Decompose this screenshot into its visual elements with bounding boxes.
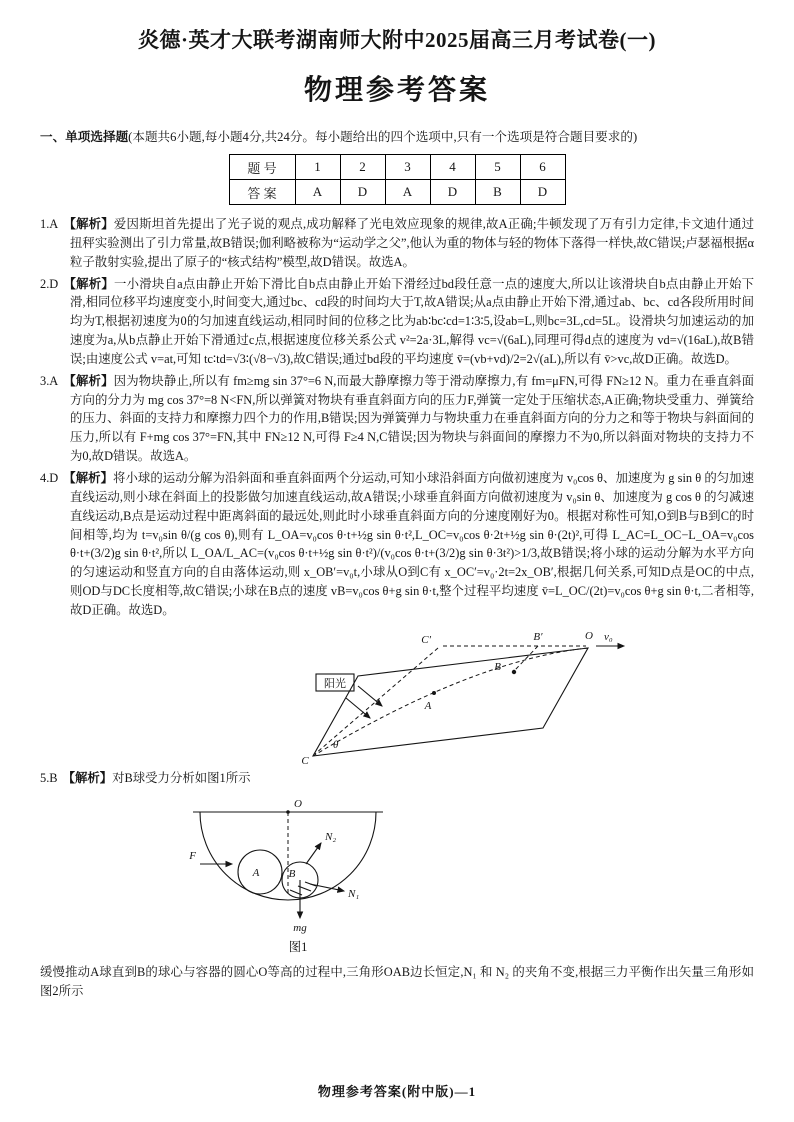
table-header-cell: 答 案 — [229, 180, 295, 205]
table-header-cell: 题 号 — [229, 155, 295, 180]
answer-number: 1.A — [40, 217, 59, 231]
table-cell: D — [340, 180, 385, 205]
table-cell: D — [520, 180, 565, 205]
section-heading — [40, 126, 754, 145]
answer-text: 对B球受力分析如图1所示 — [112, 770, 251, 785]
answer-text: 一小滑块自a点由静止开始下滑比自b点由静止开始下滑经过bd段任意一点的速度大,所以让该滑块自b点由静止开始下滑,相同位移平均速度变小,时间变大,通过bc、cd段的时间均大于T,故A错误;从a点由静止开始下滑,通过ab、bc、cd各段所用时间均为T,根据初速度为0的匀加速直线运动,相同时间的位移之比为ab∶bc∶cd=1∶3∶5,设ab=L,则bc=3L,cd=5L。设滑块匀加速运动的加速度为a,从b点静止开始下滑通过c点,根据速度位移关系公式 v²=2a·3L,解得 vc=√(6aL),同理可得d点的速度为 vd=√(16aL),故B错误;由速度公式 v=at,可知 tc∶td=√3∶(√8−√3),故C错误;通过bd段的平均速度 v̄=(vb+vd)/2=2√(aL),所以有 v̄>vc,故D正确。故选D。 — [70, 276, 754, 366]
label-n2: N₂ — [325, 830, 337, 843]
analysis-label: 【解析】 — [62, 770, 113, 785]
label-a: A — [252, 866, 260, 879]
analysis-label: 【解析】 — [63, 373, 114, 388]
label-b: B — [494, 660, 501, 673]
label-a: A — [424, 699, 432, 712]
answer-text: 爱因斯坦首先提出了光子说的观点,成功解释了光电效应现象的规律,故A正确;牛顿发现了万有引力定律,卡文迪什通过扭秤实验测出了引力常量,故B错误;伽利略被称为“运动学之父”,他认为重的物体与轻的物体下落得一样快,故C错误;卢瑟福根据α粒子散射实验,提出了原子的“核式结构”模型,故D错误。故选A。 — [70, 217, 755, 269]
answer-item-4 — [40, 469, 754, 620]
table-cell: 3 — [385, 155, 430, 180]
exam-title: 炎德·英才大联考湖南师大附中2025届高三月考试卷(一) — [138, 28, 656, 52]
page-footer: 物理参考答案(附中版)—1 — [317, 1084, 477, 1099]
force-n2-arrow — [306, 843, 321, 864]
answer-table — [229, 154, 566, 205]
point-a-dot — [432, 691, 436, 695]
label-f: F — [189, 849, 196, 862]
answer-number: 4.D — [40, 470, 59, 485]
answer-item-5 — [40, 769, 754, 788]
answer-number: 3.A — [40, 373, 59, 388]
answer-item-3 — [40, 372, 754, 466]
answer5-continuation-text: 缓慢推动A球直到B的球心与容器的圆心O等高的过程中,三角形OAB边长恒定,N₁ 和 N₂ 的夹角不变,根据三力平衡作出矢量三角形如图2所示 — [40, 964, 754, 998]
figure-bowl-diagram — [158, 794, 438, 955]
analysis-label: 【解析】 — [63, 276, 114, 291]
answer-item-1 — [40, 215, 754, 272]
analysis-label: 【解析】 — [63, 217, 114, 231]
table-row-question-numbers — [229, 155, 565, 180]
table-row-answers — [229, 180, 565, 205]
analysis-label: 【解析】 — [63, 470, 114, 485]
table-cell: 2 — [340, 155, 385, 180]
answer-text: 将小球的运动分解为沿斜面和垂直斜面两个分运动,可知小球沿斜面方向做初速度为 v₀cos θ、加速度为 g sin θ 的匀加速直线运动,则小球在斜面上的投影做匀加速直线运动,故A错误;小球垂直斜面方向做初速度为 v₀sin θ、加速度为 g cos θ 的匀减速直线运动,B点是运动过程中距离斜面的最远处,则此时小球垂直斜面方向的分速度刚好为0。根据对称性可知,O到B与B到C的时间相等,均为 t=v₀sin θ/(g cos θ),则有 L_OA=v₀cos θ·t+½g sin θ·t²,L_OC=v₀cos θ·2t+½g sin θ·(2t)²,可得 L_AC=L_OC−L_OA=v₀cos θ·t+(3/2)g sin θ·t²,所以 L_OA/L_AC=(v₀cos θ·t+½g sin θ·t²)/(v₀cos θ·t+(3/2)g sin θ·3t²)>1/3,故B错误;将小球的运动分解为水平方向的匀速运动和竖直方向的自由落体运动,则 x_OB′=v₀t,小球从O到C有 x_OC′=v₀·2t=2x_OB′,根据几何关系,可知D点是OC的中点,则OD与DC长度相等,故C错误;小球在B点的速度 vB=v₀cos θ+g sin θ·t,整个过程平均速度 v̄=L_OC/(2t)=v₀cos θ+g sin θ·t,二者相等,故D正确。故选D。 — [70, 470, 755, 617]
table-cell: B — [475, 180, 520, 205]
incline-figure-svg — [288, 628, 638, 766]
section-heading-name: 一、单项选择题 — [40, 130, 129, 144]
b-projection-dashed-line — [515, 646, 538, 670]
label-b-prime: B′ — [533, 630, 543, 643]
figure-caption: 图1 — [288, 939, 308, 954]
bowl-figure-svg — [158, 794, 418, 936]
label-v0: v₀ — [604, 630, 613, 643]
label-o: O — [294, 797, 302, 810]
label-n1: N₁ — [348, 887, 360, 900]
sunlight-label: 阳光 — [324, 677, 346, 690]
table-cell: A — [385, 180, 430, 205]
figure-incline-diagram — [288, 628, 638, 766]
label-c: C — [301, 754, 309, 766]
answer-number: 5.B — [40, 770, 58, 785]
label-c-prime: C′ — [421, 633, 431, 646]
table-cell: A — [295, 180, 340, 205]
label-mg: mg — [293, 921, 307, 934]
section-heading-note: (本题共6小题,每小题4分,共24分。每小题给出的四个选项中,只有一个选项是符合题目要求的) — [128, 130, 638, 144]
answer-text: 因为物块静止,所以有 fm≥mg sin 37°=6 N,而最大静摩擦力等于滑动摩擦力,有 fm=μFN,可得 FN≥12 N。重力在垂直斜面方向的分力为 mg cos 37°=8 N<FN,所以弹簧对物块有垂直斜面方向的压力F,弹簧一定处于压缩状态,A正确;物块受重力、弹簧给的压力、斜面的支持力和摩擦力四个力的作用,B错误;因为弹簧弹力与物块重力在垂直斜面方向的分力之和等于物块与斜面间的压力,所以有 F+mg cos 37°=FN,其中 FN≥12 N,可得 F≥4 N,C错误;因为物块与斜面间的摩擦力不为0,所以斜面对物块的支持力不为0,故D错误。故选A。 — [70, 373, 754, 464]
label-theta: θ — [333, 738, 339, 751]
point-b-dot — [512, 670, 516, 674]
table-cell: 5 — [475, 155, 520, 180]
center-o-dot — [286, 810, 290, 814]
table-cell: D — [430, 180, 475, 205]
table-cell: 6 — [520, 155, 565, 180]
label-b: B — [288, 867, 296, 880]
incline-surface — [313, 648, 588, 756]
sun-ray-arrow — [358, 686, 382, 706]
answer-item-2 — [40, 275, 754, 369]
table-cell: 1 — [295, 155, 340, 180]
answer-number: 2.D — [40, 276, 59, 291]
sun-ray-arrow — [346, 698, 370, 718]
ball-a-circle — [238, 850, 282, 894]
table-cell: 4 — [430, 155, 475, 180]
label-o: O — [585, 629, 593, 642]
page-title: 物理参考答案 — [303, 75, 490, 106]
